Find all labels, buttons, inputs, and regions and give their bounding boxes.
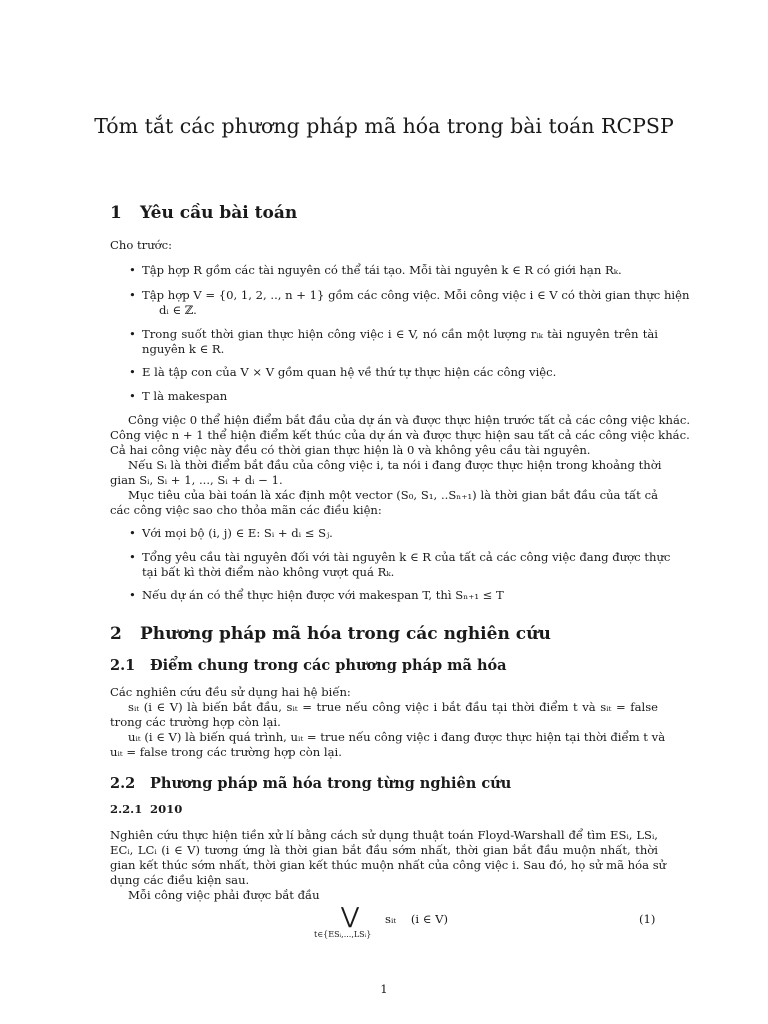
paragraph-line: Nghiên cứu thực hiện tiền xử lí bằng cách sử dụng thuật toán Floyd-Warshall để tìm ESᵢ, LSᵢ, bbox=[110, 828, 658, 842]
subsection-title: Phương pháp mã hóa trong từng nghiên cứu bbox=[150, 775, 512, 792]
paragraph-line: trong các trường hợp còn lại. bbox=[110, 715, 281, 729]
intro-text: Cho trước: bbox=[110, 238, 173, 252]
section-1-heading bbox=[110, 203, 297, 223]
bullet-marker: • bbox=[129, 327, 136, 341]
bullet-marker: • bbox=[129, 550, 136, 564]
paragraph-line: sᵢₜ (i ∈ V) là biến bắt đầu, sᵢₜ = true nếu công việc i bắt đầu tại thời điểm t và sᵢₜ = false bbox=[128, 700, 658, 714]
condition-text: Với mọi bộ (i, j) ∈ E: Sᵢ + dᵢ ≤ Sⱼ. bbox=[142, 526, 333, 540]
paragraph-line: dụng các điều kiện sau. bbox=[110, 873, 250, 887]
bullet-marker: • bbox=[129, 389, 136, 403]
subsection-2-1-heading bbox=[110, 657, 507, 674]
bullet-text: Tập hợp V = {0, 1, 2, .., n + 1} gồm các công việc. Mỗi công việc i ∈ V có thời gian thực hiện bbox=[142, 288, 690, 302]
subsection-number: 2.2 bbox=[110, 775, 136, 792]
paragraph-line: Nếu Sᵢ là thời điểm bắt đầu của công việc i, ta nói i đang được thực hiện trong khoảng thời bbox=[128, 458, 662, 472]
bullet-text: Tập hợp R gồm các tài nguyên có thể tái tạo. Mỗi tài nguyên k ∈ R có giới hạn Rₖ. bbox=[142, 263, 622, 277]
paragraph-line: Công việc n + 1 thể hiện điểm kết thúc của dự án và được thực hiện sau tất cả các công việc khác. bbox=[110, 428, 690, 442]
subsubsection-title: 2010 bbox=[150, 802, 183, 816]
paragraph-line: Các nghiên cứu đều sử dụng hai hệ biến: bbox=[110, 685, 351, 699]
section-title: Yêu cầu bài toán bbox=[140, 203, 298, 223]
paragraph-line: các công việc sao cho thỏa mãn các điều kiện: bbox=[110, 503, 382, 517]
subsection-title: Điểm chung trong các phương pháp mã hóa bbox=[150, 657, 507, 674]
document-title: Tóm tắt các phương pháp mã hóa trong bài toán RCPSP bbox=[94, 114, 674, 138]
bullet-text: T là makespan bbox=[142, 389, 228, 403]
section-number: 2 bbox=[110, 624, 122, 644]
big-or-operator: ⋁ bbox=[341, 904, 360, 929]
paragraph-line: ECᵢ, LCᵢ (i ∈ V) tương ứng là thời gian bắt đầu sớm nhất, thời gian bắt đầu muộn nhất, thời bbox=[110, 843, 658, 857]
bullet-marker: • bbox=[129, 365, 136, 379]
equation-body: sᵢₜ (i ∈ V) bbox=[385, 912, 448, 926]
bullet-marker: • bbox=[129, 588, 136, 602]
subsubsection-2-2-1-heading bbox=[110, 802, 182, 817]
paragraph-line: Mỗi công việc phải được bắt đầu bbox=[128, 888, 320, 902]
section-2-heading bbox=[110, 624, 551, 644]
condition-text: Tổng yêu cầu tài nguyên đối với tài nguyên k ∈ R của tất cả các công việc đang được thực bbox=[142, 550, 671, 564]
paragraph-line: uᵢₜ = false trong các trường hợp còn lại. bbox=[110, 745, 342, 759]
paragraph-line: gian kết thúc sớm nhất, thời gian kết thúc muộn nhất của công việc i. Sau đó, họ sử mã hóa sử bbox=[110, 858, 667, 872]
paragraph-line: Mục tiêu của bài toán là xác định một vector (S₀, S₁, ..Sₙ₊₁) là thời gian bắt đầu của tất cả bbox=[128, 488, 658, 502]
bullet-text-cont: dᵢ ∈ ℤ. bbox=[159, 303, 197, 317]
condition-text: Nếu dự án có thể thực hiện được với makespan T, thì Sₙ₊₁ ≤ T bbox=[142, 588, 504, 602]
bullet-marker: • bbox=[129, 263, 136, 277]
page-number: 1 bbox=[380, 982, 388, 996]
paragraph-line: uᵢₜ (i ∈ V) là biến quá trình, uᵢₜ = true nếu công việc i đang được thực hiện tại thời điểm t và bbox=[128, 730, 666, 744]
subsection-number: 2.1 bbox=[110, 657, 136, 674]
section-number: 1 bbox=[110, 203, 122, 223]
bullet-text-cont: nguyên k ∈ R. bbox=[142, 342, 225, 356]
paragraph-line: gian Sᵢ, Sᵢ + 1, ..., Sᵢ + dᵢ − 1. bbox=[110, 473, 283, 487]
bullet-text: E là tập con của V × V gồm quan hệ về thứ tự thực hiện các công việc. bbox=[142, 365, 557, 379]
bullet-marker: • bbox=[129, 288, 136, 302]
subsubsection-number: 2.2.1 bbox=[110, 802, 143, 816]
section-title: Phương pháp mã hóa trong các nghiên cứu bbox=[140, 624, 551, 644]
paragraph-line: Công việc 0 thể hiện điểm bắt đầu của dự án và được thực hiện trước tất cả các công việc khác. bbox=[128, 413, 691, 427]
condition-text-cont: tại bất kì thời điểm nào không vượt quá Rₖ. bbox=[142, 565, 395, 579]
subsection-2-2-heading bbox=[110, 775, 511, 792]
equation-number: (1) bbox=[639, 912, 656, 926]
equation-subscript: t∈{ESᵢ,...,LSᵢ} bbox=[314, 930, 372, 939]
paragraph-line: Cả hai công việc này đều có thời gian thực hiện là 0 và không yêu cầu tài nguyên. bbox=[110, 443, 591, 457]
bullet-marker: • bbox=[129, 526, 136, 540]
bullet-text: Trong suốt thời gian thực hiện công việc i ∈ V, nó cần một lượng rᵢₖ tài nguyên trên tài bbox=[142, 327, 658, 341]
